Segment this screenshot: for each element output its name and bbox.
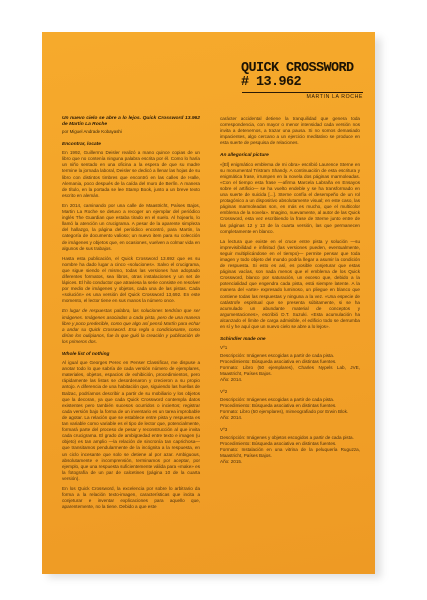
version-entry <box>220 345 360 383</box>
entry-line: Formato: Libro (50 ejemplares), mimeografiado por Erwin Blok. <box>220 409 349 415</box>
section-heading: Whole list of nothing <box>62 352 110 357</box>
entry-line: Año: 2014. <box>220 377 243 383</box>
section-heading: Schindler made one <box>220 337 266 343</box>
paragraph: En 1992, Guillermo Deisler realizó a mano quince copias de un libro que no contenía ninguna palabra escrita por él. Como lo haría un niño sentado en una oficina a la espera de que su madre termine la jornada laboral, Deisler se dedicó a llenar las hojas de su libro con distintos timbres que encontró en las calles de Halle, Alemania, poco después de la caída del muro de Berlín. A manera de título, en la portada se lee Stamp Book, junto a un breve texto escrito en alemán. <box>62 150 200 198</box>
paragraph: «[El] enigmático emblema de mi obra» escribió Laurence Sterne en su monumental Tristram Shandy. A continuación de esta escritura y enigmática frase, irrumpen en la novela dos páginas marmoleadas. «Con el tiempo esta frase —afirma Marcela Labraña en Ensayos sobre el artificio— se ha vuelto endeble y se ha transformado en una suerte de suicida [...]. Sterne confía el desempeño de un rol protagónico a un dispositivo absolutamente visual; en este caso, las páginas marmoleadas son, en más es mucho, que el multicolor emblema de la novela». Imagino, nuevamente, al autor de las Quick Crossword, esta vez escribiendo la frase de Sterne junto entre de las páginas 12 y 13 de la cuarta versión, las que permanecen completamente en blanco. <box>220 161 360 234</box>
paragraph: La lectura que existe en el cruce entre pista y solución —su imprevisibilidad e infinitud (las versiones pueden, eventualmente, seguir multiplicándose en el tiempo)— permite pensar que toda imagen y todo objeto del mundo podría llegar a asumir la condición de respuesta. Si esto es así, es posible conjeturar que estas páginas vacías, son nada menos que el emblema de los Quick Crossword, blanco por saturación, un exceso que, debido a la potencialidad que engendra cada pista, está siempre latente. A la manera del «arte» expresado luminoso, un pliegue en blanco que contiene todas las respuestas y ninguna a la vez. «Una especie de catástrofe espiritual que se presenta súbitamente, si se ha acumulado un abundante material de conceptos y argumentaciones», escribió D.T. Suzuki. «Esta acumulación ha alcanzado el límite de carga admisible, el edificio todo se derrumba en sí y he aquí que un nuevo cielo se abre a lo lejos». <box>220 238 360 329</box>
paragraph: En 2014, caminando por una calle de Maastricht, Países Bajos, Martin La Roche se detuvo a recoger un ejemplar del periódico inglés The Guardian que estaba tirado en el suelo. Al hojearlo, lo llamó la atención un crucigrama. A pesar de la aparente simpleza del hallazgo, la página del periódico encontró, para Martin, la categoría de documento valioso; un nuevo item para su colección de imágenes y objetos que, en ocasiones, vuelven a colmar vida en algunos de sus trabajos. <box>62 202 200 251</box>
version-entry <box>220 389 360 421</box>
left-column <box>62 116 200 514</box>
masthead-number: # 13.962 <box>241 75 302 90</box>
article-byline: por Miguel Andrade Kobayashi <box>62 129 122 134</box>
paragraph: En los Quick Crossword, la excelencia por sobre lo arbitrario da forma a la relación texto-imagen, características que incita a conjeturar e inventar explicaciones para aquello que, aparentemente, no la tiene. Debido a que este <box>62 485 200 510</box>
version-label: Vº3 <box>220 427 228 433</box>
right-column <box>220 116 360 471</box>
masthead-rule <box>242 92 363 93</box>
entry-line: Procedimiento: Búsqueda asociativa en distintas fuentes. <box>220 440 337 446</box>
entry-line: Año: 2015. <box>220 459 243 465</box>
paragraph: En lugar de respuestas palabra, las soluciones tendrían que ser imágenes. Imágenes asociadas a cada pista, pero de una manera libre y poco predecible, como que algo así pensó Martín para echar a andar su Quick Crossword. Esa regla o condicionante, como dirían los oulipianos, fue la que guió la creación y publicación de los primeros dos. <box>62 308 200 344</box>
entry-line: Formato: Libro (50 ejemplares), Charles Nypels Lab, JVE, Maastricht, Países Bajos. <box>220 364 360 377</box>
article-lede: Un nuevo cielo se abre a lo lejos. Quick Crossword 13.962 de Martin La Roche <box>62 116 200 127</box>
version-label: Vº2 <box>220 389 228 395</box>
masthead <box>241 62 363 90</box>
masthead-title: QUICK CROSSWORD <box>241 61 354 76</box>
entry-line: Descripción: Imágenes y objetos escogidos a partir de cada pista. <box>220 434 354 440</box>
printed-page <box>42 32 375 574</box>
paragraph: Hasta esta publicación, el Quick Crossword 13.692 que es su nombre ha dado lugar a cinco «soluciones». Salvo el crucigrama, que sigue siendo el mismo, todas las versiones han adoptado diferentes formatos, sea libros, otras instalaciones y un set de lápices. El hilo conductor que atraviesa la serie consiste en resolver por medio de imágenes y objetos, cada una de las pistas. Cada «solución» es una versión del Quick Crossword 13,692. En este momento, el lector tiene en sus manos la número once. <box>62 255 200 304</box>
entry-line: Año: 2014. <box>220 415 243 421</box>
masthead-author: MARTIN LA ROCHE <box>306 94 363 100</box>
entry-line: Procedimiento: Búsqueda asociativa en distintas fuentes. <box>220 402 337 408</box>
entry-line: Descripción: Imágenes escogidas a partir de cada pista. <box>220 396 335 402</box>
version-entry <box>220 427 360 465</box>
paragraph: carácter accidental detiene la tranquilidad que genera toda correspondencia, con mayor o menor intensidad cada versión nos invita a detenernos, a trazar una pausa. Si no somos demasiado impacientes, algo cercano a un ejercicio meditativo se produce en esta suerte de pesquisa de relaciones. <box>220 116 360 146</box>
entry-line: Procedimiento: Búsqueda asociativa en distintas fuentes. <box>220 358 337 364</box>
section-heading: An allegorical picture <box>220 153 269 159</box>
section-heading: Encontrar, locate <box>62 142 101 148</box>
entry-line: Formato: Instalación en una vitrina de la peluquería Ruguzza, Maastricht, Países Bajos. <box>220 447 360 459</box>
paragraph: Al igual que Georges Perec en Penser Classificar, me dispuse a anotar todo lo que sabría de cada versión número de ejemplares, materiales, objetos, espacios de exhibición, procedimientos, pero rápidamente las listas se desordenaron y crecieron a su propio antojo. A diferencia de una habitación que, siguiendo las huellas de Balzac, podríamos describir a partir de su mobiliario y los objetos que la decoran, ya que cada Quick Crossword contempla datos existentes pero también sucesos ocurridos o inciertos; registrar cada versión bajo la forma de un inventario es un tarea improbable de agotar. La relación que se establece entre pista y respuesta es tan variable como variable es el tipo de lector que, potencialmente, formará parte del proceso de pesar y reconstrucción al que invita cada crucigrama. El grado de ambigüedad entre texto e imagen (u objeto) es tan amplio —la relación de sincronía tan caprichosa— que transitamos pendularmente de la incógnita a la respuesta, en un ciclo incesante que solo se detiene al por azar. Ambiguous, absolutamente e incomprensión, terminamos por aceptar, por ejemplo, que una respuesta suficientemente válida para «make» es la fotografía de un par de calcetines (página 10 de la cuarta versión). <box>62 360 200 481</box>
entry-line: Descripción: Imágenes escogidas a partir de cada pista. <box>220 352 335 358</box>
version-label: Vº1 <box>220 345 228 351</box>
